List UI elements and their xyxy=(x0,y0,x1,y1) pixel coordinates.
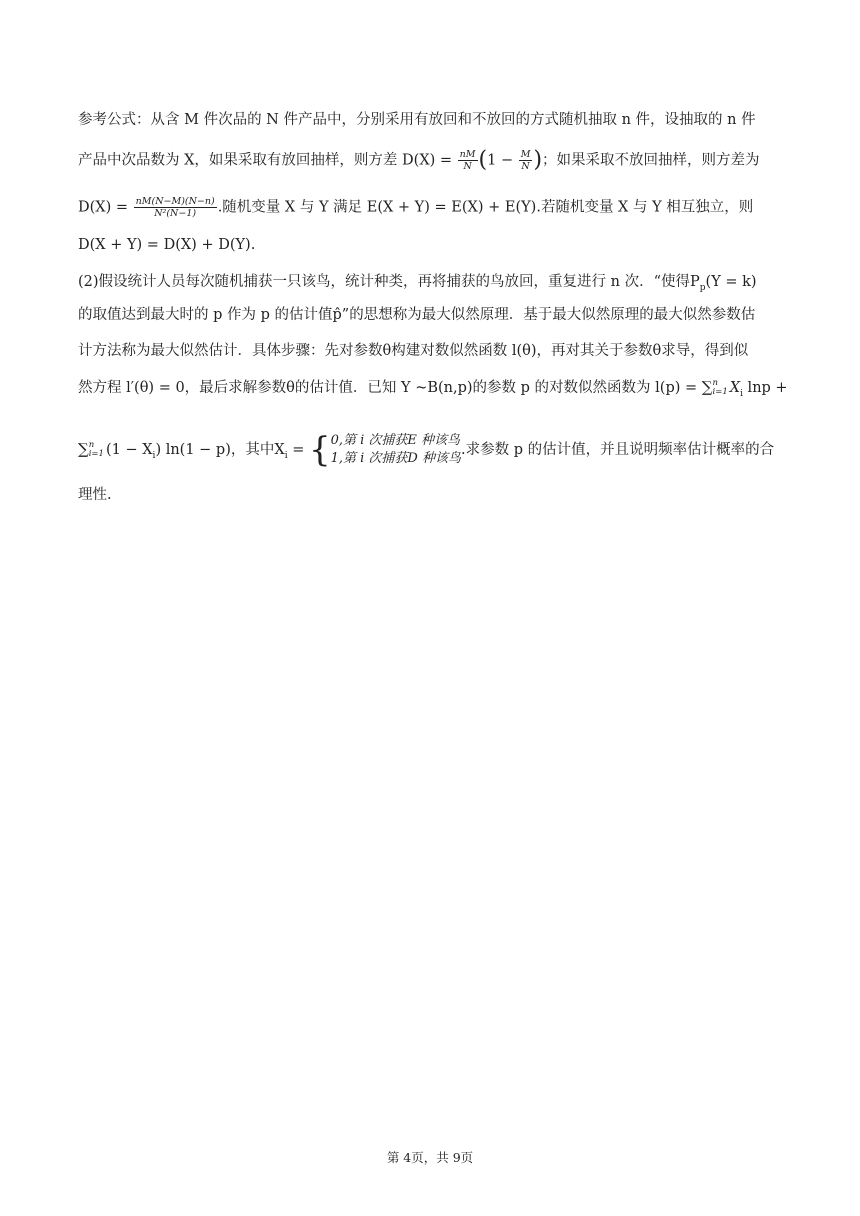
text: (Y = k) xyxy=(705,274,757,290)
sum-limits: n i=1 xyxy=(88,440,104,459)
text: ；如果采取不放回抽样，则方差为 xyxy=(542,152,760,169)
sum-symbol: ∑ xyxy=(701,378,713,396)
formula-line-2 xyxy=(78,149,760,172)
problem-line-10 xyxy=(78,485,112,505)
problem-line-8 xyxy=(78,377,788,404)
paren-close: ) xyxy=(533,147,543,173)
text: X xyxy=(729,380,741,396)
text: 然方程 l′(θ) = 0，最后求解参数θ的估计值．已知 Y ~B(n,p)的参数 p 的对数似然函数为 l(p) = xyxy=(78,380,698,396)
left-brace: { xyxy=(308,430,331,470)
problem-line-6 xyxy=(78,305,755,325)
case-2: 1,第 i 次捕获D 种该鸟 xyxy=(330,451,461,466)
text: 参考公式：从含 M 件次品的 N 件产品中，分别采用有放回和不放回的方式随机抽取 n 件，设抽取的 n 件 xyxy=(78,112,756,128)
formula-line-4 xyxy=(78,235,255,255)
text: = xyxy=(287,442,305,458)
subscript: p xyxy=(699,282,706,293)
case-1: 0,第 i 次捕获E 种该鸟 xyxy=(330,433,461,448)
formula-line-3 xyxy=(78,196,753,219)
subscript: i xyxy=(284,450,288,461)
paren-open: ( xyxy=(478,147,488,173)
text: 理性. xyxy=(78,487,112,503)
subscript: i xyxy=(740,388,743,399)
sum-limits: n i=1 xyxy=(712,378,728,397)
text: D(X + Y) = D(X) + D(Y). xyxy=(78,237,256,253)
fraction-M-over-N: $\frac{M}{N}$ xyxy=(520,149,531,172)
text: 计方法称为最大似然估计．具体步骤：先对参数θ构建对数似然函数 l(θ)，再对其关于参数θ求导，得到似 xyxy=(78,343,749,359)
text: 的取值达到最大时的 p 作为 p 的估计值p̂”的思想称为最大似然原理．基于最大似然原理的最大似然参数估 xyxy=(78,307,756,323)
problem-line-5 xyxy=(78,272,757,298)
problem-line-7 xyxy=(78,341,748,361)
text: 1 − xyxy=(487,152,514,169)
text: lnp + xyxy=(742,380,788,396)
page-footer: 第 4页，共 9页 xyxy=(386,1150,474,1165)
fraction-variance-without-replacement: $\frac{nM(N-M)(N-n)}{\text{N²(N−1)}}$ xyxy=(135,196,215,219)
text: .求参数 p 的估计值，并且说明频率估计概率的合 xyxy=(461,442,775,458)
subscript: i xyxy=(152,450,156,461)
text: ) ln(1 − p)，其中X xyxy=(155,442,285,458)
sum-symbol: ∑ xyxy=(78,440,89,458)
fraction-nM-over-N: $\frac{nM}{N}$ xyxy=(459,149,476,172)
text: .随机变量 X 与 Y 满足 E(X + Y) = E(X) + E(Y).若随机变量 X 与 Y 相互独立，则 xyxy=(217,199,754,216)
problem-line-9 xyxy=(78,432,774,468)
text: D(X) = xyxy=(78,199,129,216)
text: 产品中次品数为 X，如果采取有放回抽样，则方差 D(X) = xyxy=(78,152,453,169)
text: (1 − X xyxy=(105,442,153,458)
text: (2)假设统计人员每次随机捕获一只该鸟，统计种类，再将捕获的鸟放回，重复进行 n 次．“使得P xyxy=(78,274,700,290)
formula-line-1 xyxy=(78,110,756,130)
piecewise-cases xyxy=(331,432,461,468)
